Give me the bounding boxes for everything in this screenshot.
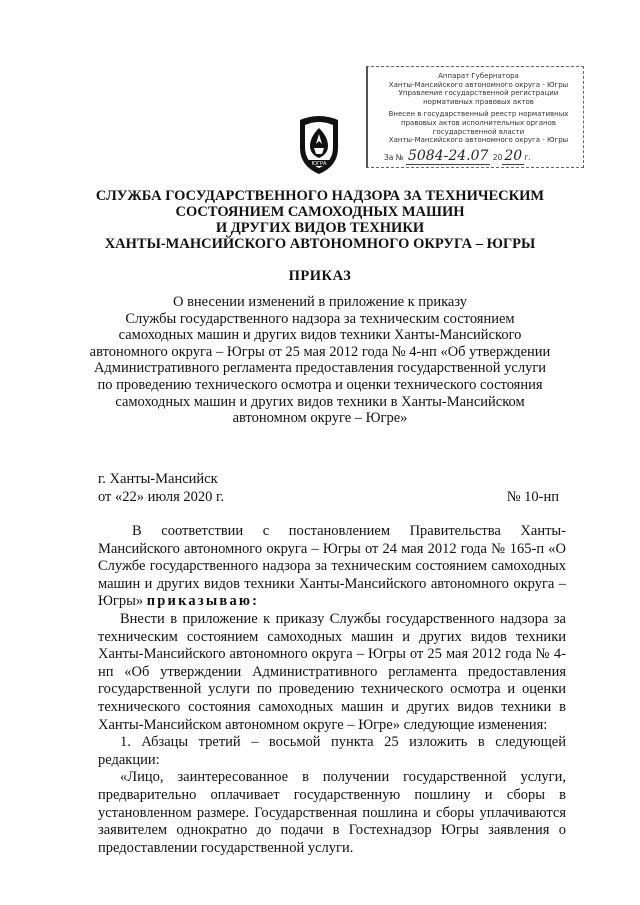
subject-line: автономном округе – Югре» (232, 410, 408, 427)
subject-line: самоходных машин и других видов техники в Ханты-Мансийском (115, 393, 525, 410)
stamp-line: Ханты-Мансийского автономного округа - Югры (388, 80, 569, 89)
reg-suffix: г. (524, 153, 531, 163)
coat-of-arms-icon (296, 114, 342, 176)
registration-stamp (366, 66, 584, 168)
stamp-line: Управление государственной регистрации (398, 89, 559, 98)
document-subject (0, 294, 640, 427)
agency-title-line: ХАНТЫ-МАНСИЙСКОГО АВТОНОМНОГО ОКРУГА – ЮГРЫ (104, 236, 536, 252)
body-paragraph: 1. Абзацы третий – восьмой пункта 25 изложить в следующей редакции: (98, 734, 566, 768)
stamp-line: Внесен в государственный реестр нормативных (388, 110, 569, 119)
reg-number: 5084-24.07 (407, 148, 489, 165)
subject-line: О внесении изменений в приложение к приказу (172, 294, 468, 310)
body-paragraph (98, 523, 566, 611)
stamp-line: правовых актов исполнительных органов (401, 118, 556, 127)
body-paragraph: «Лицо, заинтересованное в получении государственной услуги, предварительно оплачивает государственную пошлину и сборы в установленном размере. Государственная пошлина и сборы уплачиваются заявителем однократно до подачи в Гостехнадзор Югры заявления о предоставлении государственной услуги. (98, 769, 566, 856)
emblem-label: ЮГРА (311, 161, 327, 167)
reg-year: 20 (504, 148, 523, 165)
stamp-line: нормативных правовых актов (423, 97, 534, 106)
subject-line: Службы государственного надзора за техническим состоянием (125, 310, 515, 327)
reg-prefix: За № (384, 153, 404, 163)
document-type: ПРИКАЗ (288, 268, 352, 284)
agency-title-line: СЛУЖБА ГОСУДАРСТВЕННОГО НАДЗОРА ЗА ТЕХНИЧЕСКИМ (95, 188, 545, 204)
document-date: от «22» июля 2020 г. (98, 489, 224, 505)
subject-line: Административного регламента предоставления государственной услуги (93, 360, 547, 377)
paragraph-text: В соответствии с постановлением Правительства Ханты-Мансийского автономного округа – Югры от 24 мая 2012 года № 165-п «О Службе государственного надзора за техническим состоянием самоходных машин и других видов техники Ханты-Мансийского автономного округа – Югры» (98, 523, 566, 610)
stamp-line: государственной власти (432, 127, 525, 136)
document-number: № 10-нп (506, 489, 559, 505)
body-paragraph: Внести в приложение к приказу Службы государственного надзора за техническим состоянием самоходных машин и других видов техники Ханты-Мансийского автономного округа – Югры от 25 мая 2012 года № 4-нп «Об утверждении Административного регламента предоставления государственной услуги по проведению технического осмотра и оценки технического состояния самоходных машин и других видов техники в Ханты-Мансийском автономном округе – Югре» следующие изменения: (98, 610, 566, 733)
subject-line: самоходных машин и других видов техники Ханты-Мансийского (118, 327, 522, 344)
agency-title-line: СОСТОЯНИЕМ САМОХОДНЫХ МАШИН (175, 204, 465, 220)
order-word: приказываю: (146, 593, 260, 610)
subject-line: по проведению технического осмотра и оценки технического состояния (97, 376, 543, 393)
stamp-line: Аппарат Губернатора (438, 72, 519, 80)
reg-year-prefix: 20 (492, 153, 503, 163)
document-body (98, 523, 566, 857)
document-place: г. Ханты-Мансийск (98, 471, 218, 487)
agency-title-line: И ДРУГИХ ВИДОВ ТЕХНИКИ (215, 220, 425, 236)
stamp-line: Ханты-Мансийского автономного округа - Югры (388, 136, 569, 145)
stamp-registration-number (384, 148, 577, 165)
agency-title (0, 188, 640, 252)
subject-line: автономного округа – Югры от 25 мая 2012 года № 4-нп «Об утверждении (89, 343, 551, 360)
